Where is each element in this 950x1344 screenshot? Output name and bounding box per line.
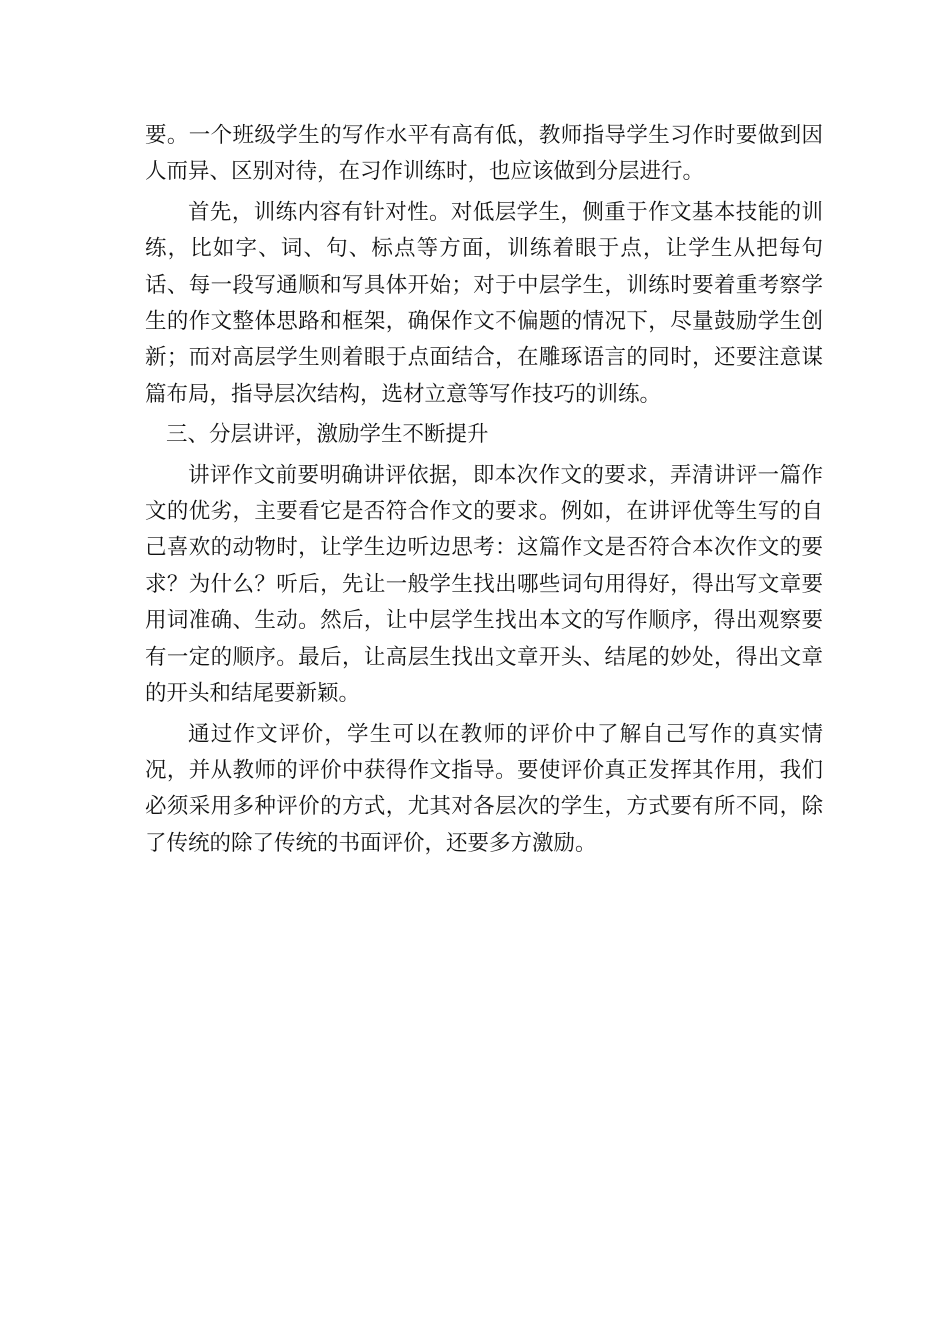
paragraph-commentary: 讲评作文前要明确讲评依据，即本次作文的要求，弄清讲评一篇作文的优劣，主要看它是否符合作文的要求。例如，在讲评优等生写的自己喜欢的动物时，让学生边听边思考：这篇作文是否符合本次作文的要求？为什么？听后，先让一般学生找出哪些词句用得好，得出写文章要用词准确、生动。然后，让中层学生找出本文的写作顺序，得出观察要有一定的顺序。最后，让高层生找出文章开头、结尾的妙处，得出文章的开头和结尾要新颖。 (145, 462, 823, 707)
paragraph-continuation: 要。一个班级学生的写作水平有高有低，教师指导学生习作时要做到因人而异、区别对待，在习作训练时，也应该做到分层进行。 (145, 123, 823, 185)
paragraph-evaluation: 通过作文评价，学生可以在教师的评价中了解自己写作的真实情况，并从教师的评价中获得作文指导。要使评价真正发挥其作用，我们必须采用多种评价的方式，尤其对各层次的学生，方式要有所不同，除了传统的除了传统的书面评价，还要多方激励。 (145, 721, 823, 856)
section-heading: 三、分层讲评，激励学生不断提升 (166, 422, 489, 448)
document-body (145, 118, 823, 866)
paragraph-training-content: 首先，训练内容有针对性。对低层学生，侧重于作文基本技能的训练，比如字、词、句、标点等方面，训练着眼于点，让学生从把每句话、每一段写通顺和写具体开始；对于中层学生，训练时要着重考察学生的作文整体思路和框架，确保作文不偏题的情况下，尽量鼓励学生创新；而对高层学生则着眼于点面结合，在雕琢语言的同时，还要注意谋篇布局，指导层次结构，选材立意等写作技巧的训练。 (145, 199, 823, 407)
